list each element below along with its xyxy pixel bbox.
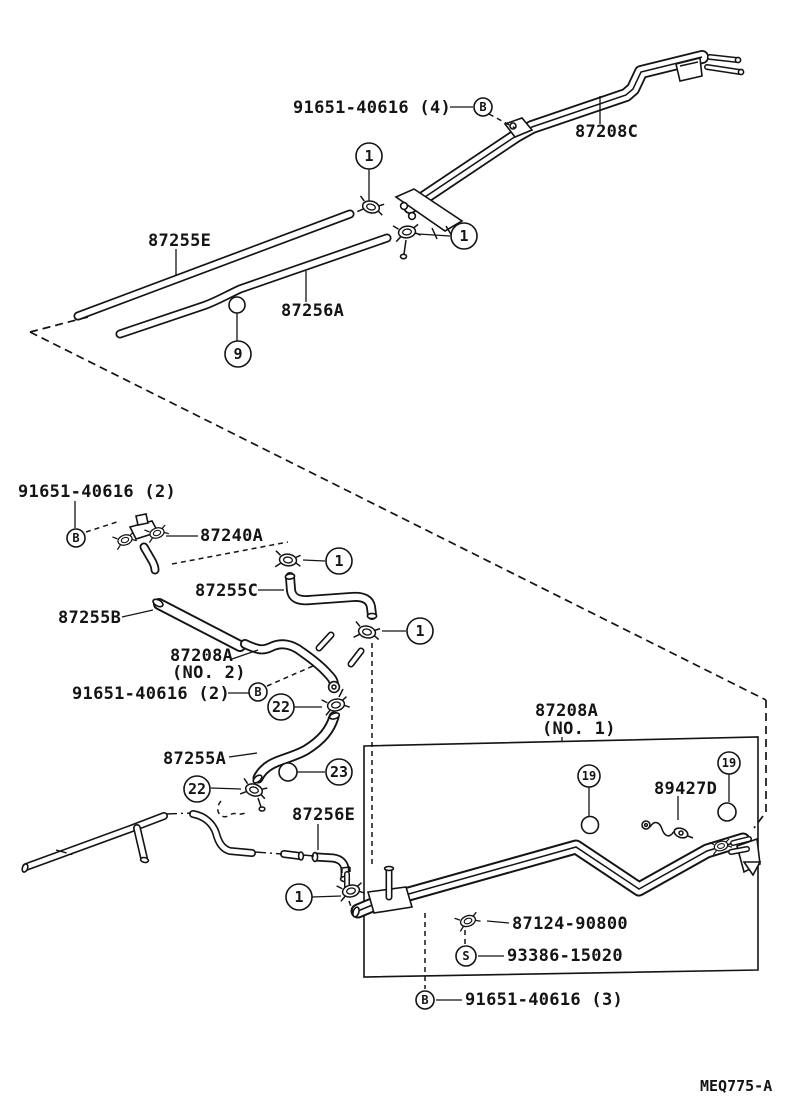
middle-section bbox=[18, 482, 433, 882]
clamp-screw bbox=[339, 689, 343, 697]
hose-clamp bbox=[393, 222, 421, 241]
label-93386: 93386-15020 bbox=[507, 946, 623, 966]
hose-clamp bbox=[356, 196, 385, 218]
label-87255c: 87255C bbox=[195, 581, 259, 601]
svg-text:B: B bbox=[479, 100, 487, 114]
label-87208a-no1: 87208A bbox=[535, 701, 599, 721]
label-87124: 87124-90800 bbox=[512, 914, 628, 934]
svg-text:1: 1 bbox=[294, 888, 304, 906]
svg-text:1: 1 bbox=[334, 552, 344, 570]
svg-text:1: 1 bbox=[459, 227, 469, 245]
label-bolt-top: 91651-40616 (4) bbox=[293, 98, 452, 118]
pipe-clamp-87124 bbox=[455, 910, 482, 932]
hose-clamp bbox=[274, 551, 302, 570]
label-87208c: 87208C bbox=[575, 122, 639, 142]
pipe-open-end bbox=[735, 57, 740, 62]
callout-1-top-a bbox=[356, 143, 382, 169]
svg-text:1: 1 bbox=[415, 622, 425, 640]
bottom-left-pipe bbox=[21, 813, 314, 873]
label-87255a: 87255A bbox=[163, 749, 227, 769]
clamp-position-dash bbox=[218, 801, 247, 817]
label-87208a-no1-sub: (NO. 1) bbox=[542, 719, 616, 739]
svg-text:9: 9 bbox=[233, 345, 243, 363]
label-87208a-no2-sub: (NO. 2) bbox=[172, 663, 246, 683]
hose-87255b bbox=[152, 598, 240, 646]
svg-text:S: S bbox=[462, 949, 470, 963]
box-87208a-no1 bbox=[286, 701, 760, 1010]
thermistor-89427d bbox=[642, 821, 693, 840]
callout-9 bbox=[225, 341, 251, 367]
callout-1-mid-a bbox=[326, 548, 352, 574]
callout-1-top-b bbox=[451, 223, 477, 249]
callout-19-b bbox=[718, 752, 740, 774]
svg-text:19: 19 bbox=[721, 756, 737, 770]
callout-19-a bbox=[578, 765, 600, 787]
label-89427d: 89427D bbox=[654, 779, 718, 799]
svg-text:22: 22 bbox=[271, 698, 291, 716]
svg-text:B: B bbox=[421, 993, 429, 1007]
label-87255e: 87255E bbox=[148, 231, 212, 251]
svg-text:B: B bbox=[72, 531, 80, 545]
pipe-right-fittings bbox=[709, 837, 760, 875]
clamp-screw bbox=[401, 240, 407, 259]
hose-87255c bbox=[285, 573, 377, 618]
valve-87240a bbox=[112, 514, 169, 570]
top-section bbox=[78, 57, 744, 367]
svg-text:19: 19 bbox=[581, 769, 597, 783]
pipe-left-fittings bbox=[337, 867, 412, 914]
label-87256a: 87256A bbox=[281, 301, 345, 321]
callout-23 bbox=[326, 759, 352, 785]
svg-text:B: B bbox=[254, 685, 262, 699]
label-bolt-bottom: 91651-40616 (3) bbox=[465, 990, 624, 1010]
svg-text:23: 23 bbox=[329, 763, 349, 781]
svg-text:1: 1 bbox=[364, 147, 374, 165]
grommet bbox=[718, 803, 736, 821]
callout-1-bottom bbox=[286, 884, 312, 910]
drawing-code: MEQ775-A bbox=[700, 1077, 773, 1095]
clamp-screw bbox=[258, 798, 265, 811]
callout-22-b bbox=[184, 776, 210, 802]
grommet bbox=[229, 297, 245, 313]
label-87256e: 87256E bbox=[292, 805, 356, 825]
label-87240a: 87240A bbox=[200, 526, 264, 546]
callout-b-top bbox=[474, 98, 492, 116]
pipe-centerline-marks bbox=[56, 813, 314, 856]
callout-s bbox=[456, 946, 476, 966]
grommet bbox=[279, 763, 297, 781]
callout-b-mid-upper bbox=[67, 529, 85, 547]
grommet bbox=[582, 817, 599, 834]
callout-1-mid-b bbox=[407, 618, 433, 644]
hose-clamp bbox=[353, 621, 382, 642]
svg-text:22: 22 bbox=[187, 780, 207, 798]
pipe-open-end bbox=[738, 69, 743, 74]
section-divider-dashed-lines bbox=[30, 317, 766, 828]
callout-b-mid-lower bbox=[249, 683, 267, 701]
label-bolt-mid-upper: 91651-40616 (2) bbox=[18, 482, 177, 502]
label-87255b: 87255B bbox=[58, 608, 122, 628]
callout-b-bottom bbox=[416, 991, 434, 1009]
label-bolt-mid-lower: 91651-40616 (2) bbox=[72, 684, 231, 704]
label-87208a-no2: 87208A bbox=[170, 646, 234, 666]
callout-22-a bbox=[268, 694, 294, 720]
